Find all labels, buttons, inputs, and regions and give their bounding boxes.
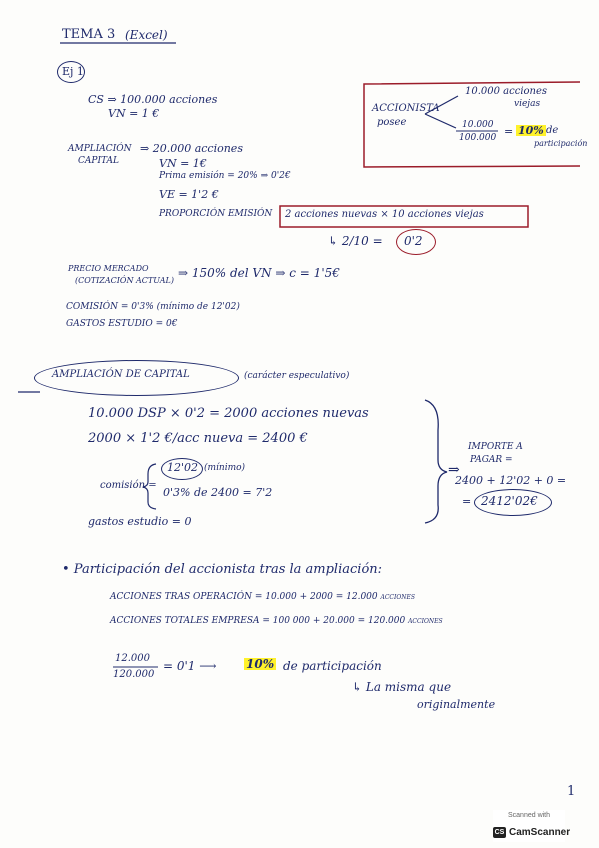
importe-arrow: ⇒ [448,462,460,478]
exercise-label: Ej 1 [62,65,84,78]
gastos-estudio: gastos estudio = 0 [88,515,192,528]
gastos-line: GASTOS ESTUDIO = 0€ [66,319,178,329]
ratio-value: 0'2 [404,234,423,248]
page-number: 1 [567,784,576,799]
percentage-highlight: 10% [518,124,544,137]
fraction-numerator: 10.000 [462,120,494,130]
comision-label: comisión = [100,480,157,491]
vn-line: VN = 1 € [108,107,160,120]
part-fraction-denominator: 120.000 [113,669,155,680]
part-result: = 0'1 ⟶ [163,659,217,673]
ratio-line: ↳ 2/10 = [328,234,383,248]
ampliacion-acciones: ⇒ 20.000 acciones [140,142,243,155]
ve-line: VE = 1'2 € [159,188,219,201]
min-value: 12'02 [167,461,199,474]
acciones-tras: ACCIONES TRAS OPERACIÓN = 10.000 + 2000 = 12.000 acciones [110,592,416,602]
scanner-brand: CamScanner [509,827,571,838]
viejas-word: viejas [514,99,541,109]
camscanner-logo-icon: CS [494,829,505,836]
de-label: de [546,125,559,136]
part-pct-tail: de participación [283,659,382,673]
min-label: (mínimo) [204,463,246,473]
calc-line-1: 10.000 DSP × 0'2 = 2000 acciones nuevas [88,406,369,421]
ampliacion-vn: VN = 1€ [159,157,207,170]
accionista-label: ACCIONISTA [372,103,440,114]
proporcion-box-text: 2 acciones nuevas × 10 acciones viejas [285,209,484,220]
section-title: AMPLIACIÓN DE CAPITAL [52,369,190,380]
comision-line: COMISIÓN = 0'3% (mínimo de 12'02) [66,302,240,312]
importe-equals: = [462,495,472,508]
pct-line: 0'3% de 2400 = 7'2 [163,486,273,499]
ampliacion-label-2: CAPITAL [78,156,119,166]
conclusion-line-1: ↳ La misma que [352,680,452,694]
participacion-heading: • Participación del accionista tras la ampliación: [62,562,383,577]
importe-label-1: IMPORTE A [468,442,523,452]
scanner-caption: Scanned with [507,812,551,819]
acciones-totales: ACCIONES TOTALES EMPRESA = 100 000 + 20.000 = 120.000 acciones [110,616,443,626]
proporcion-label: PROPORCIÓN EMISIÓN [159,209,273,219]
posee-label: posee [377,117,407,128]
calc-line-2: 2000 × 1'2 €/acc nueva = 2400 € [88,431,308,446]
viejas-count: 10.000 acciones [465,86,548,97]
precio-result: ⇒ 150% del VN ⇒ c = 1'5€ [178,266,340,280]
part-pct-highlight: 10% [246,657,275,671]
conclusion-line-2: originalmente [417,698,496,711]
part-fraction-numerator: 12.000 [115,653,150,664]
fraction-denominator: 100.000 [459,133,497,143]
cs-line: CS ⇒ 100.000 acciones [88,93,218,106]
page-title: TEMA 3 [62,27,116,42]
precio-mercado-label: PRECIO MERCADO [68,264,149,273]
page-subtitle: (Excel) [125,28,168,42]
prima-emision: Prima emisión = 20% ⇒ 0'2€ [159,171,291,181]
fraction-equals: = [504,125,514,138]
importe-sum: 2400 + 12'02 + 0 = [455,474,567,487]
scanner-watermark [493,810,571,842]
section-note: (carácter especulativo) [244,371,350,381]
importe-total: 2412'02€ [481,494,538,508]
importe-label-2: PAGAR = [470,455,513,465]
ampliacion-label-1: AMPLIACIÓN [68,144,132,154]
participacion-label: participación [534,139,588,148]
cotizacion-label: (COTIZACIÓN ACTUAL) [75,276,174,285]
